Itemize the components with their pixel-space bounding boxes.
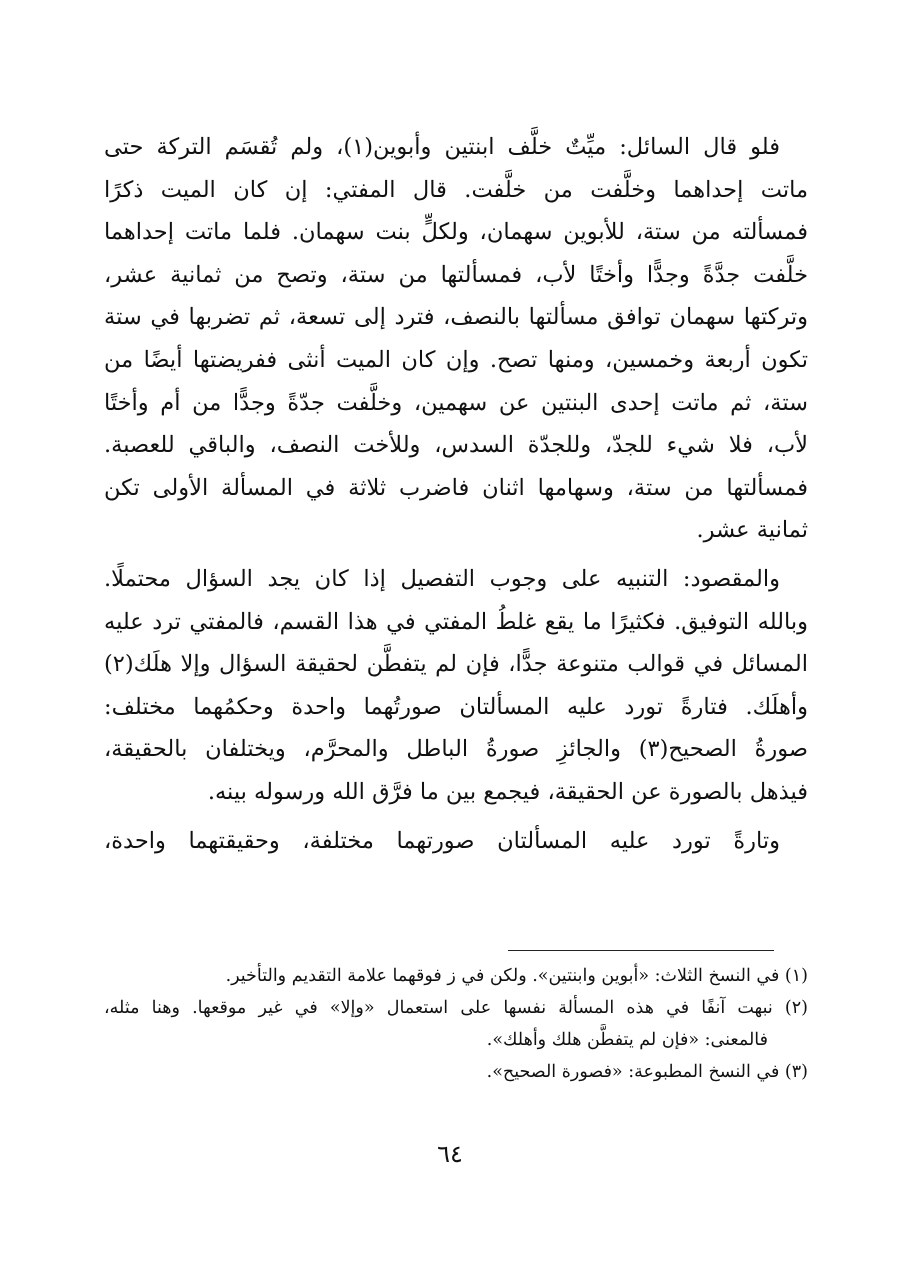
footnote-3: (٣) في النسخ المطبوعة: «فصورة الصحيح». [486,1062,808,1082]
page-number: ٦٤ [437,1140,463,1168]
text-line: ستة، ثم ماتت إحدى البنتين عن سهمين، وخلَّفت جدّةً وجدًّا من أم وأختًا [104,389,808,416]
text-line: تكون أربعة وخمسين، ومنها تصح. وإن كان الميت أنثى ففريضتها أيضًا من [104,346,808,373]
text-line: وبالله التوفيق. فكثيرًا ما يقع غلطُ المفتي في هذا القسم، فالمفتي ترد عليه [104,608,808,635]
text-line: ماتت إحداهما وخلَّفت من خلَّفت. قال المفتي: إن كان الميت ذكرًا [104,176,808,203]
text-line: صورةُ الصحيح(٣) والجائزِ صورةُ الباطل والمحرَّم، ويختلفان بالحقيقة، [104,736,808,763]
text-line: خلَّفت جدَّةً وجدًّا وأختًا لأب، فمسألتها من ستة، وتصح من ثمانية عشر، [104,261,808,288]
text-line: لأب، فلا شيء للجدّ، وللجدّة السدس، وللأخت النصف، والباقي للعصبة. [104,432,808,459]
text-line: وتركتها سهمان توافق مسألتها بالنصف، فترد إلى تسعة، ثم تضربها في ستة [104,304,808,331]
text-line: وأهلَك. فتارةً تورد عليه المسألتان صورتُهما واحدة وحكمُهما مختلف: [104,693,808,720]
text-line: والمقصود: التنبيه على وجوب التفصيل إذا كان يجد السؤال محتملًا. [104,565,780,592]
paragraph-continuation [104,820,808,863]
footnote-2-continuation: فالمعنى: «فإن لم يتفطَّن هلك وأهلك». [486,1030,768,1050]
main-text [104,126,808,868]
text-line: فمسألته من ستة، للأبوين سهمان، ولكلٍّ بنت سهمان. فلما ماتت إحداهما [104,219,808,246]
footnotes [104,960,808,1088]
footnote-1: (١) في النسخ الثلاث: «أبوين وابنتين». ولكن في ز فوقهما علامة التقديم والتأخير. [225,966,808,986]
footnote-2: (٢) نبهت آنفًا في هذه المسألة نفسها على استعمال «وإلا» في غير موقعها. وهنا مثله، [104,998,808,1018]
text-line: ثمانية عشر. [696,517,808,544]
text-line: فمسألتها من ستة، وسهامها اثنان فاضرب ثلاثة في المسألة الأولى تكن [104,474,808,501]
text-line: فلو قال السائل: ميِّتٌ خلَّف ابنتين وأبوين(١)، ولم تُقسَم التركة حتى [104,134,780,160]
footnote-divider [508,950,774,951]
text-line: وتارةً تورد عليه المسألتان صورتهما مختلفة، وحقيقتهما واحدة، [104,827,780,854]
paragraph-inheritance-example [104,126,808,552]
paragraph-intent [104,558,808,814]
text-line: فيذهل بالصورة عن الحقيقة، فيجمع بين ما فرَّق الله ورسوله بينه. [207,778,808,805]
text-line: المسائل في قوالب متنوعة جدًّا، فإن لم يتفطَّن لحقيقة السؤال وإلا هلَك(٢) [104,651,808,678]
